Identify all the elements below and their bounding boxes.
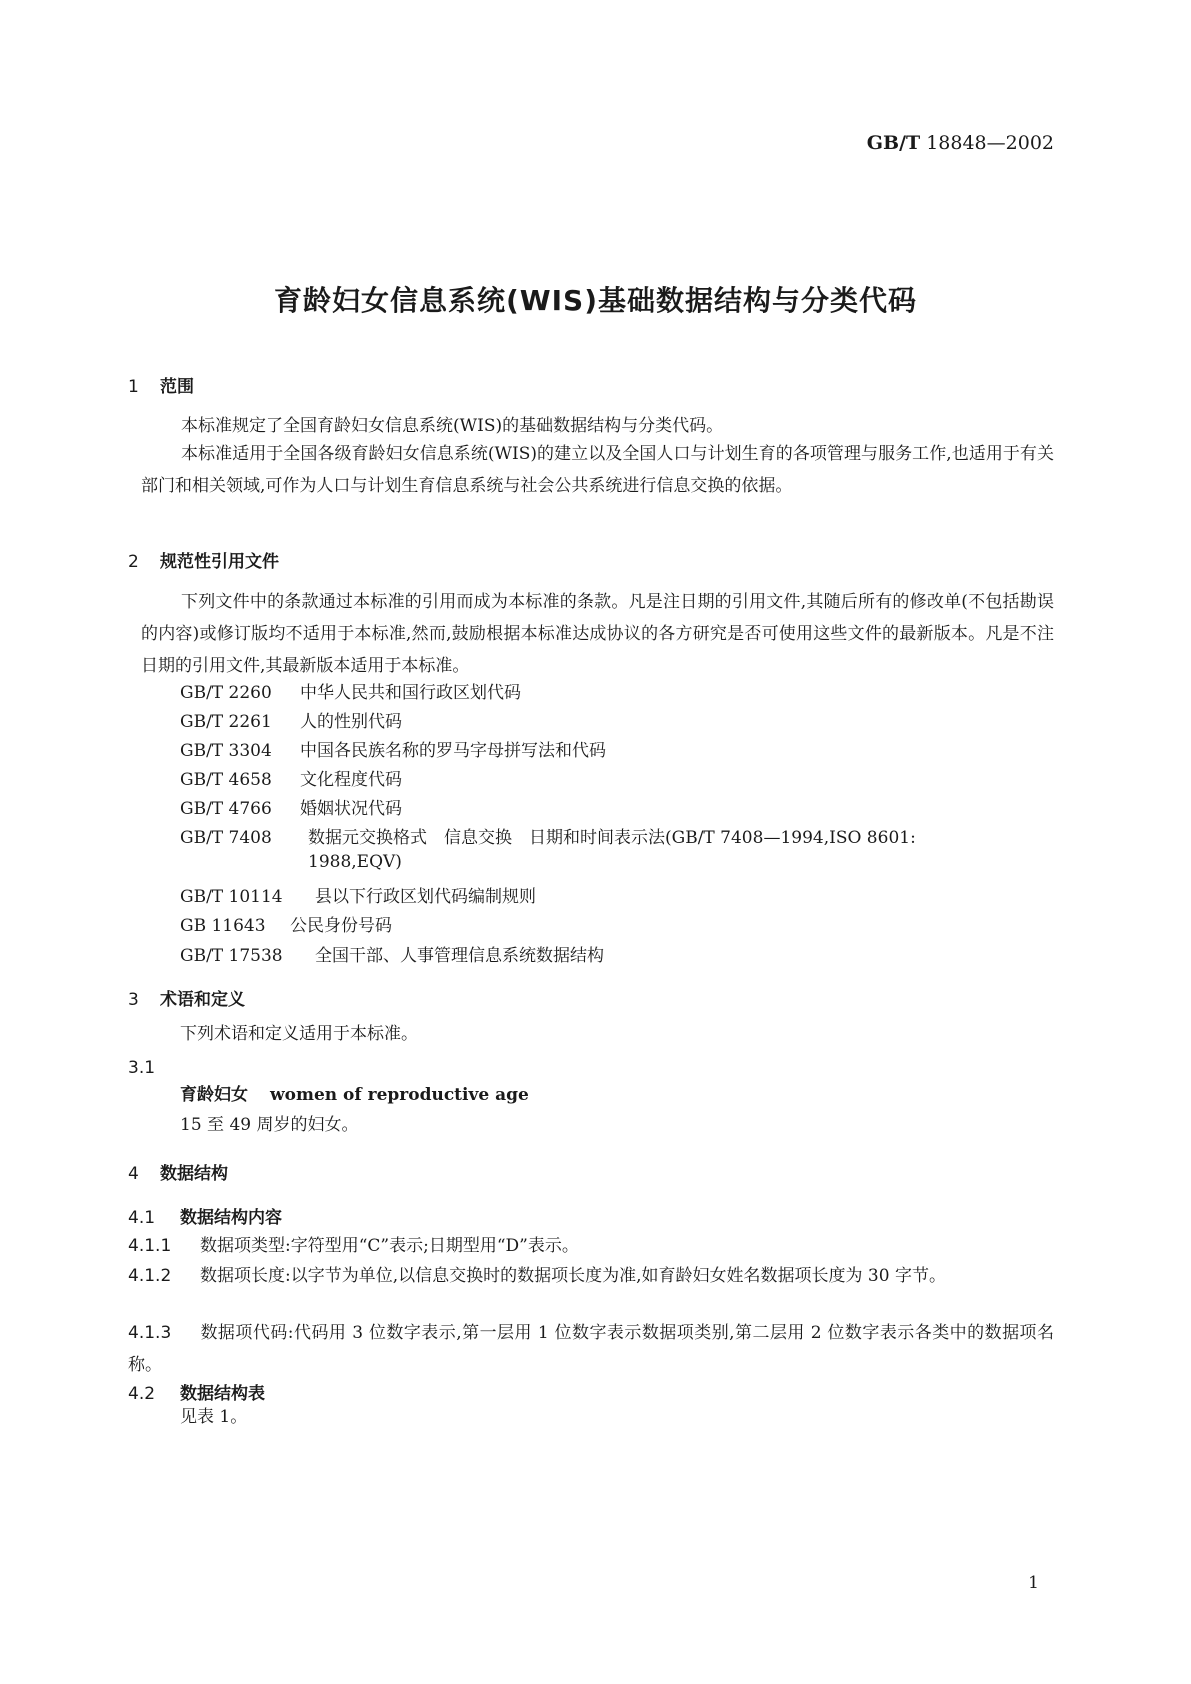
reference-item (180, 911, 392, 936)
reference-item (180, 736, 606, 761)
reference-title: 数据元交换格式 信息交换 日期和时间表示法(GB/T 7408—1994,ISO 8601: (308, 828, 916, 848)
reference-item (180, 794, 402, 819)
reference-item (180, 765, 402, 790)
subsection-4-1-heading (128, 1203, 282, 1228)
reference-code: GB/T 2261 (180, 712, 272, 732)
section-title: 术语和定义 (160, 990, 245, 1010)
clause-4-1-3 (128, 1317, 1054, 1381)
clause-number: 4.1.1 (128, 1236, 172, 1256)
section-4-heading (128, 1159, 228, 1184)
reference-code: GB/T 2260 (180, 683, 272, 703)
clause-number: 4.1.3 (128, 1323, 172, 1343)
reference-title: 中华人民共和国行政区划代码 (300, 683, 521, 703)
section-number: 2 (128, 552, 139, 572)
section-2-heading (128, 547, 279, 572)
subsection-3-1-number: 3.1 (128, 1058, 156, 1078)
clause-number: 4.1.2 (128, 1266, 172, 1286)
reference-code: GB/T 10114 (180, 887, 283, 907)
section-3-paragraph-1: 下列术语和定义适用于本标准。 (180, 1024, 418, 1044)
reference-code: GB/T 4766 (180, 799, 272, 819)
reference-code: GB/T 17538 (180, 946, 283, 966)
subsection-number: 4.2 (128, 1384, 156, 1404)
subsection-title: 数据结构表 (180, 1384, 265, 1404)
term-definition: 15 至 49 周岁的妇女。 (180, 1115, 359, 1135)
reference-item (180, 882, 536, 907)
section-title: 数据结构 (160, 1164, 228, 1184)
standard-number: 18848—2002 (926, 132, 1054, 154)
subsection-number: 4.1 (128, 1208, 156, 1228)
section-2-paragraph-1: 下列文件中的条款通过本标准的引用而成为本标准的条款。凡是注日期的引用文件,其随后所有的修改单(不包括勘误的内容)或修订版均不适用于本标准,然而,鼓励根据本标准达成协议的各方研究是否可使用这些文件的最新版本。凡是不注日期的引用文件,其最新版本适用于本标准。 (141, 592, 1054, 676)
reference-title-continued: 1988,EQV) (308, 852, 402, 872)
standard-prefix: GB/T (866, 132, 921, 154)
reference-title: 公民身份号码 (290, 916, 392, 936)
document-title: 育龄妇女信息系统(WIS)基础数据结构与分类代码 (273, 284, 918, 317)
section-number: 4 (128, 1164, 139, 1184)
clause-4-1-2 (128, 1260, 1054, 1292)
reference-title: 县以下行政区划代码编制规则 (315, 887, 536, 907)
reference-title: 文化程度代码 (300, 770, 402, 790)
clause-text: 数据项类型:字符型用“C”表示;日期型用“D”表示。 (200, 1236, 579, 1256)
standard-code (867, 132, 1054, 154)
reference-code: GB/T 3304 (180, 741, 272, 761)
term-english: women of reproductive age (270, 1085, 529, 1105)
subsection-title: 数据结构内容 (180, 1208, 282, 1228)
reference-item (180, 941, 604, 966)
reference-title: 全国干部、人事管理信息系统数据结构 (315, 946, 604, 966)
subsection-4-2-text: 见表 1。 (180, 1407, 248, 1427)
reference-title: 中国各民族名称的罗马字母拼写法和代码 (300, 741, 606, 761)
reference-code: GB/T 4658 (180, 770, 272, 790)
clause-4-1-1 (128, 1230, 1054, 1262)
section-1-heading (128, 372, 194, 397)
reference-code: GB 11643 (180, 916, 266, 936)
section-number: 3 (128, 990, 139, 1010)
reference-item (180, 823, 916, 848)
section-number: 1 (128, 377, 139, 397)
page-number: 1 (1028, 1573, 1039, 1593)
clause-text: 数据项代码:代码用 3 位数字表示,第一层用 1 位数字表示数据项类别,第二层用 2 位数字表示各类中的数据项名称。 (128, 1323, 1054, 1375)
reference-title: 人的性别代码 (300, 712, 402, 732)
reference-item (180, 678, 521, 703)
term-entry (180, 1079, 529, 1111)
reference-title: 婚姻状况代码 (300, 799, 402, 819)
clause-text: 数据项长度:以字节为单位,以信息交换时的数据项长度为准,如育龄妇女姓名数据项长度为 30 字节。 (200, 1266, 946, 1286)
reference-code: GB/T 7408 (180, 828, 272, 848)
term-chinese: 育龄妇女 (180, 1085, 248, 1105)
reference-item (180, 707, 402, 732)
section-1-paragraph-2: 本标准适用于全国各级育龄妇女信息系统(WIS)的建立以及全国人口与计划生育的各项管理与服务工作,也适用于有关部门和相关领域,可作为人口与计划生育信息系统与社会公共系统进行信息交换的依据。 (141, 444, 1054, 496)
section-title: 规范性引用文件 (160, 552, 279, 572)
section-title: 范围 (160, 377, 194, 397)
section-1-paragraph-1: 本标准规定了全国育龄妇女信息系统(WIS)的基础数据结构与分类代码。 (181, 416, 724, 436)
section-3-heading (128, 985, 245, 1010)
